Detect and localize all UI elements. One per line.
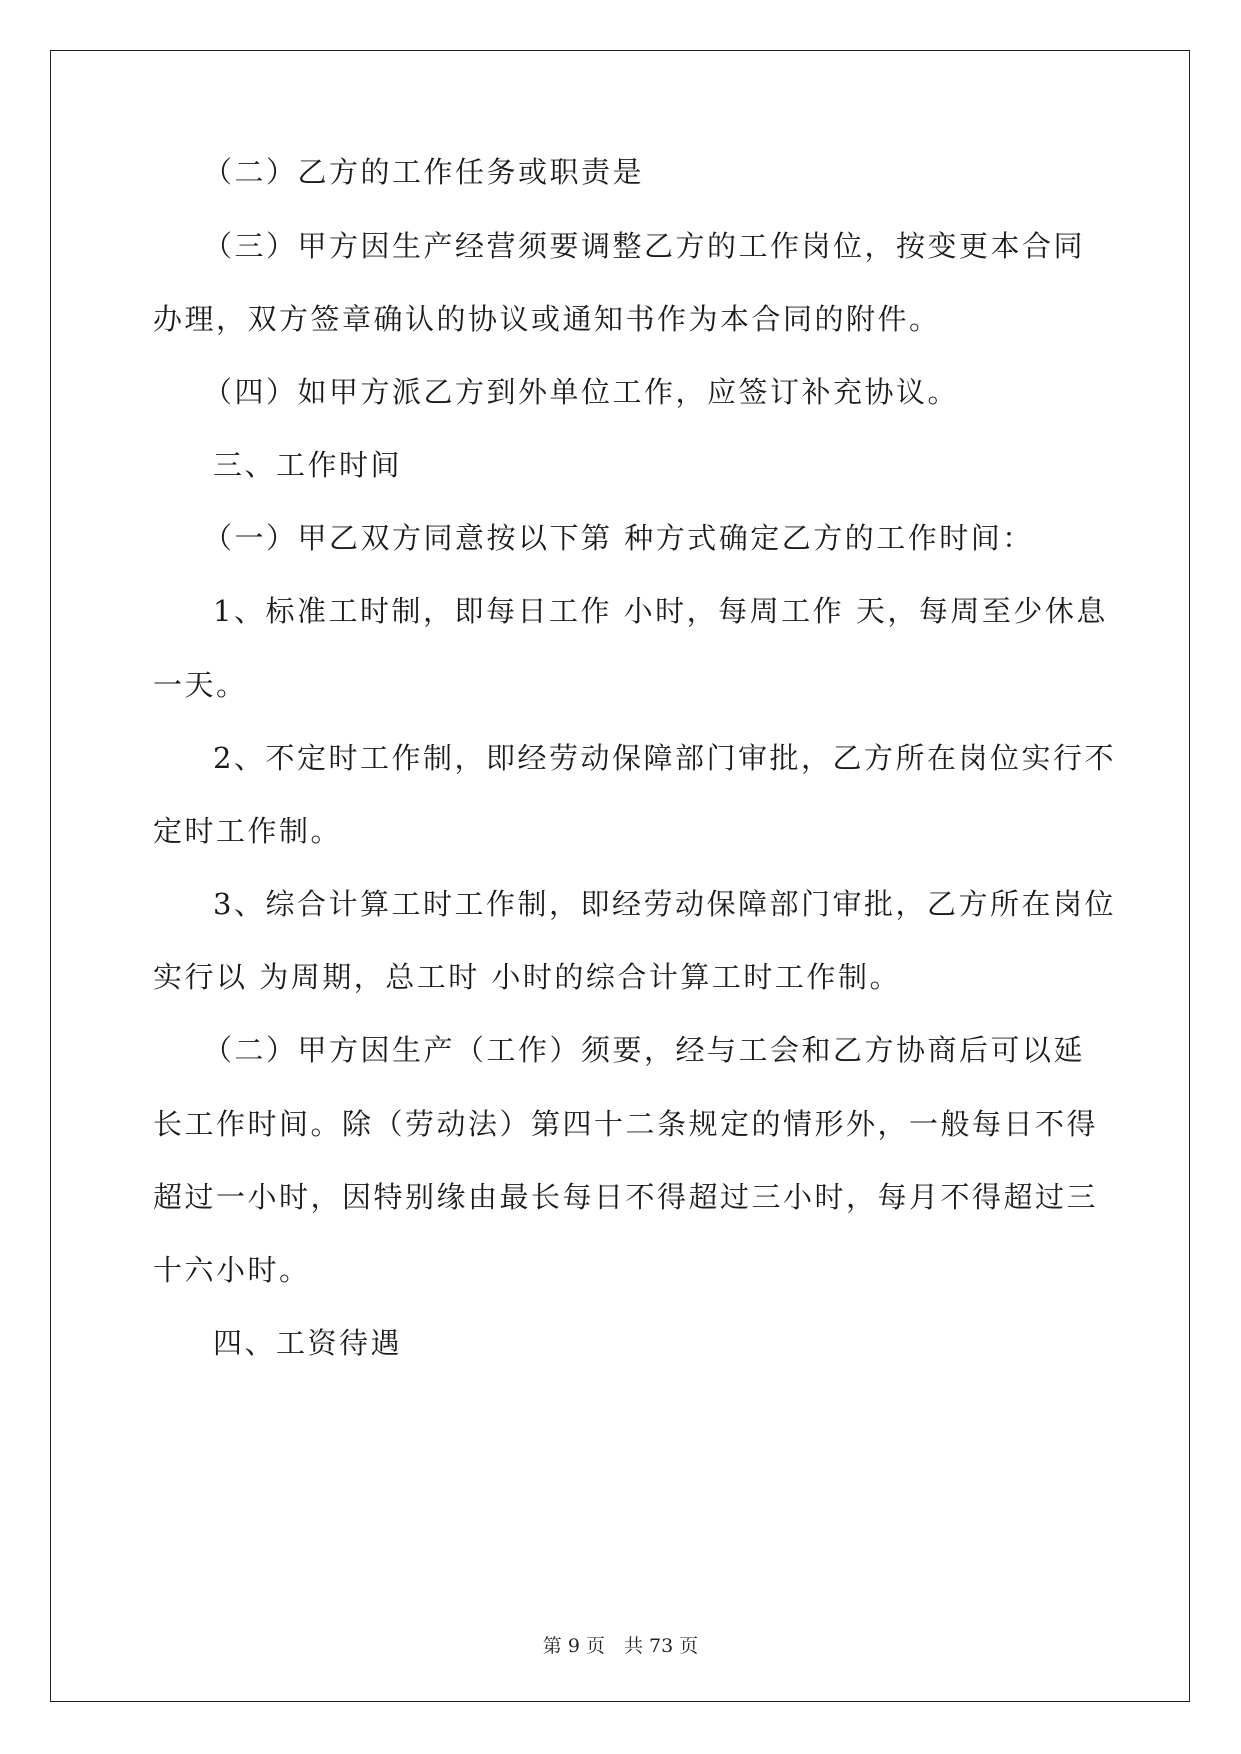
paragraph-line: （二）乙方的工作任务或职责是	[203, 155, 645, 189]
paragraph-line: 实行以 为周期，总工时 小时的综合计算工时工作制。	[153, 960, 901, 994]
paragraph-line: 3、综合计算工时工作制，即经劳动保障部门审批，乙方所在岗位	[213, 887, 1116, 921]
paragraph-line: 一天。	[153, 668, 248, 702]
paragraph-line: （四）如甲方派乙方到外单位工作，应签订补充协议。	[203, 375, 960, 409]
paragraph-line: 2、不定时工作制，即经劳动保障部门审批，乙方所在岗位实行不	[213, 741, 1116, 775]
paragraph-line: 十六小时。	[153, 1253, 311, 1287]
paragraph-line: 定时工作制。	[153, 814, 343, 848]
page-frame	[50, 50, 1190, 1702]
section-heading: 四、工资待遇	[213, 1326, 403, 1360]
paragraph-line: 办理，双方签章确认的协议或通知书作为本合同的附件。	[153, 302, 941, 336]
paragraph-line: （三）甲方因生产经营须要调整乙方的工作岗位，按变更本合同	[203, 229, 1086, 263]
page-number-footer: 第 9 页 共 73 页	[542, 1635, 699, 1657]
paragraph-line: 长工作时间。除（劳动法）第四十二条规定的情形外，一般每日不得	[153, 1107, 1099, 1141]
section-heading: 三、工作时间	[213, 448, 403, 482]
paragraph-line: （二）甲方因生产（工作）须要，经与工会和乙方协商后可以延	[203, 1033, 1086, 1067]
paragraph-line: 1、标准工时制，即每日工作 小时，每周工作 天，每周至少休息	[213, 594, 1108, 628]
paragraph-line: 超过一小时，因特别缘由最长每日不得超过三小时，每月不得超过三	[153, 1180, 1099, 1214]
paragraph-line: （一）甲乙双方同意按以下第 种方式确定乙方的工作时间：	[203, 521, 1034, 555]
